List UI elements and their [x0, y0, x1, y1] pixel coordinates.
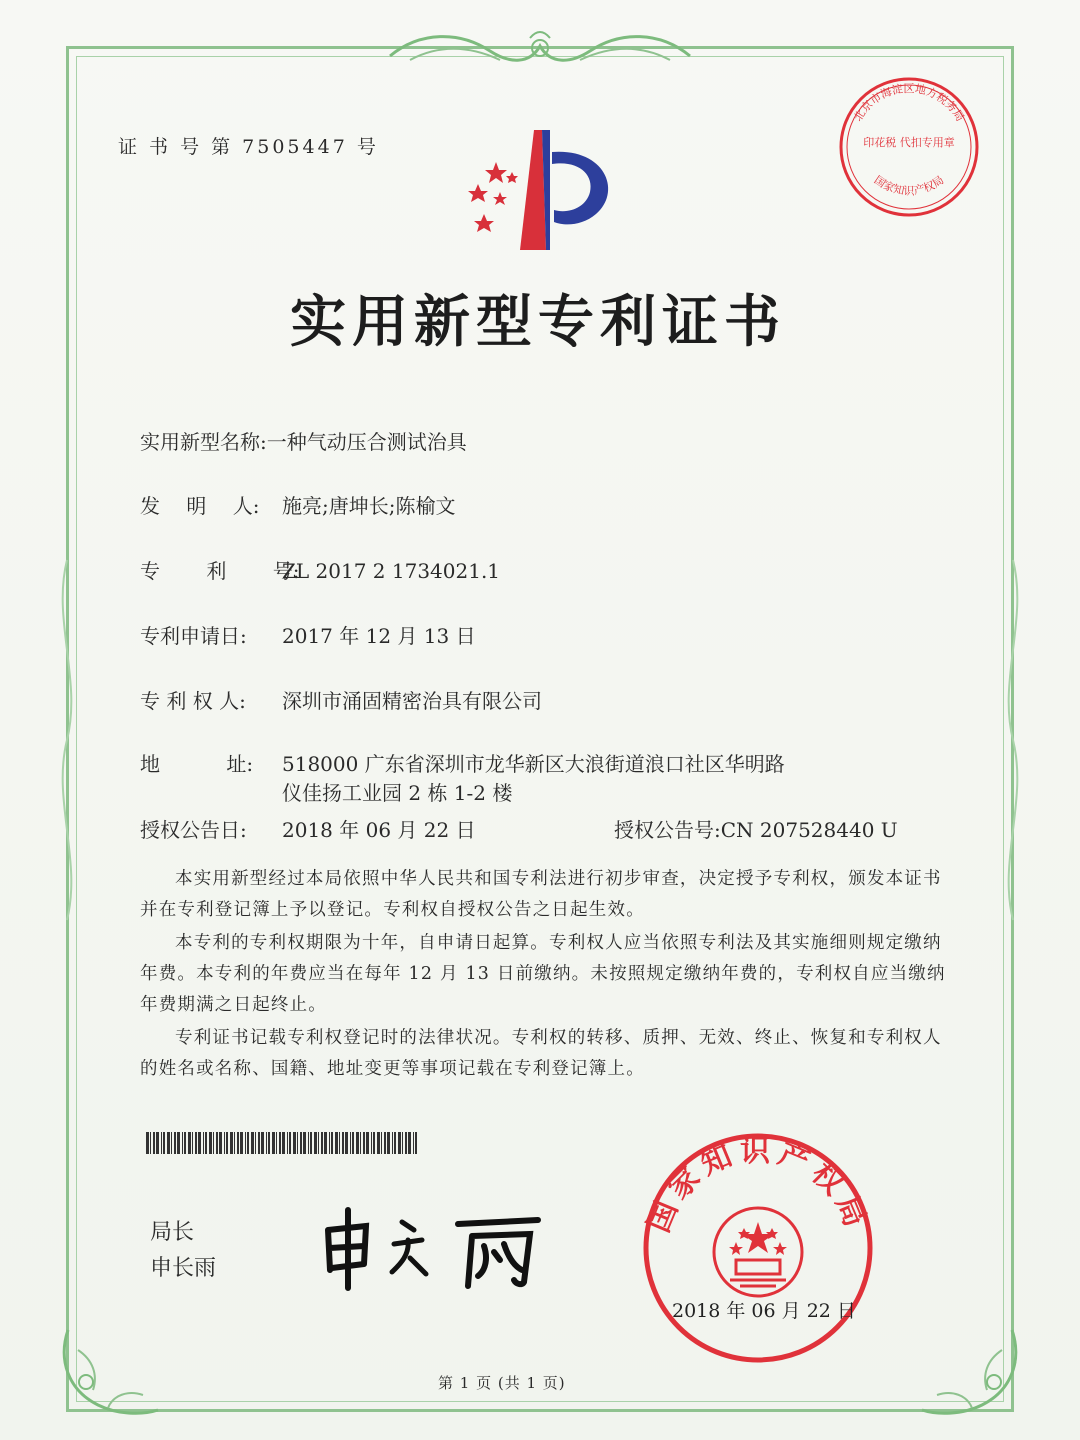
field-address: [140, 748, 785, 777]
field-label: 授权公告日:: [140, 818, 247, 842]
field-value: 一种气动压合测试治具: [266, 430, 467, 454]
field-value: 深圳市涌固精密治具有限公司: [282, 689, 542, 713]
paragraph-examination: 本实用新型经过本局依照中华人民共和国专利法进行初步审查，决定授予专利权，颁发本证书并在专利登记簿上予以登记。专利权自授权公告之日起生效。: [140, 868, 942, 920]
corner-ornament-bottom-right: [912, 1320, 1032, 1430]
svg-text:北京市海淀区地方税务局: [851, 81, 966, 123]
field-grant-date: [140, 814, 476, 843]
certificate-number: 证 书 号 第 7505447 号: [118, 136, 379, 158]
field-application-date: [140, 620, 476, 649]
svg-text:国家知识产权局: [872, 173, 947, 197]
field-label: 授权公告号:: [614, 818, 721, 842]
field-patent-number: [140, 555, 500, 584]
field-value: CN 207528440 U: [720, 818, 898, 842]
field-value: 施亮;唐坤长;陈榆文: [282, 494, 456, 518]
patent-office-logo: [456, 122, 624, 252]
field-value: 518000 广东省深圳市龙华新区大浪街道浪口社区华明路: [282, 752, 785, 776]
field-value: 2018 年 06 月 22 日: [282, 818, 476, 842]
top-ornament: [380, 26, 700, 74]
field-inventor: [140, 490, 455, 519]
field-utility-model-name: [140, 426, 467, 455]
field-label: 实用新型名称:: [140, 430, 267, 454]
tax-stamp-bottom-text: 国家知识产权局: [871, 173, 947, 198]
field-value: 2017 年 12 月 13 日: [282, 624, 476, 648]
field-patentee: [140, 685, 542, 714]
field-label: 地 址:: [140, 752, 254, 776]
svg-text:国家知识产权局: [641, 1134, 874, 1237]
signatory-block: [150, 1215, 216, 1287]
seal-date: 2018 年 06 月 22 日: [672, 1300, 856, 1322]
seal-text: 国家知识产权局: [641, 1134, 875, 1238]
field-label: 专利申请日:: [140, 624, 247, 648]
signatory-position: 局长: [150, 1220, 195, 1245]
paragraph-legal-status: 专利证书记载专利权登记时的法律状况。专利权的转移、质押、无效、终止、恢复和专利权人的姓名或名称、国籍、地址变更等事项记载在专利登记簿上。: [140, 1027, 942, 1079]
national-emblem-icon: [714, 1208, 802, 1296]
field-grant-number: [614, 814, 898, 843]
field-label: 专 利 权 人:: [140, 689, 246, 713]
certificate-title: 实用新型专利证书: [290, 289, 786, 355]
field-label: 发 明 人:: [140, 494, 260, 518]
handwritten-signature: [318, 1200, 558, 1290]
barcode: [146, 1132, 416, 1154]
field-label: 专 利 号:: [140, 559, 300, 583]
tax-stamp-arc-text: 北京市海淀区地方税务局: [851, 82, 967, 124]
signatory-name: 申长雨: [150, 1256, 217, 1281]
tax-stamp-inner-text: 印花税 代扣专用章: [863, 136, 955, 149]
corner-ornament-bottom-left: [48, 1320, 168, 1430]
official-seal: [640, 1130, 876, 1366]
side-ornament-left: [52, 560, 82, 920]
page-footer: 第 1 页 (共 1 页): [438, 1374, 566, 1392]
field-address-line-2: 仪佳扬工业园 2 栋 1-2 楼: [282, 781, 513, 805]
field-value: ZL 2017 2 1734021.1: [282, 559, 501, 583]
tax-stamp-seal: [836, 74, 982, 220]
side-ornament-right: [998, 560, 1028, 920]
paragraph-term: 本专利的专利权期限为十年，自申请日起算。专利权人应当依照专利法及其实施细则规定缴纳年费。本专利的年费应当在每年 12 月 13 日前缴纳。未按照规定缴纳年费的，专利权自应当缴纳年费期满之日起终止。: [140, 932, 946, 1015]
